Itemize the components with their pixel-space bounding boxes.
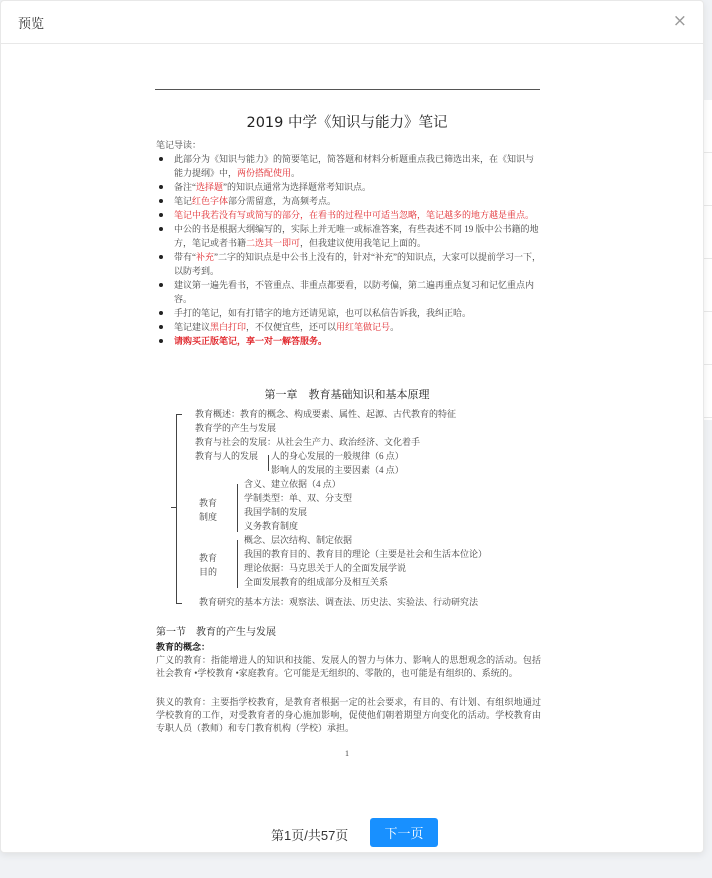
outline-item: 教育与人的发展 [195, 451, 259, 461]
outline-item: 教育与社会的发展：从社会生产力、政治经济、文化着手 [195, 437, 421, 447]
outline-subitem: 我国的教育目的、教育目的理论（主要是社会和生活本位论） [244, 549, 488, 559]
bullet-text: 笔记 [174, 196, 193, 206]
bullet-text: 红色字体 [192, 196, 229, 206]
bullet-text: 。 [390, 322, 400, 332]
section-title: 第一节 教育的产生与发展 [156, 627, 276, 638]
outline-subitem: 理论依据：马克思关于人的全面发展学说 [244, 563, 407, 573]
guide-bullet [156, 250, 541, 278]
outline-subitem: 人的身心发展的一般规律（6 点） [271, 451, 404, 461]
outline-subitem: 学制类型：单、双、分支型 [244, 493, 353, 503]
next-page-button[interactable]: 下一页 [370, 818, 438, 847]
outline-bracket-tip [171, 507, 176, 508]
bullet-text: 笔记中我若没有写或简写的部分，在看书的过程中可适当忽略，笔记越多的地方越是重点。 [174, 210, 535, 220]
bullet-text: ，不仅便宜些，还可以 [246, 322, 337, 332]
modal-title: 预览 [18, 16, 45, 31]
system-bracket [237, 484, 238, 532]
guide-bullet [156, 208, 541, 222]
guide-bullet [156, 320, 541, 334]
close-icon[interactable]: × [672, 11, 687, 31]
chapter-outline-tree [151, 407, 543, 617]
bullet-text: 手打的笔记，如有打错字的地方还请见谅，也可以私信告诉我，我纠正哈。 [174, 308, 472, 318]
guide-bullet [156, 278, 541, 306]
outline-item: 教育研究的基本方法：观察法、调查法、历史法、实验法、行动研究法 [199, 597, 479, 607]
guide-bullet [156, 306, 541, 320]
pagination-bar [1, 818, 703, 848]
bullet-text: 此部分为《知识与能力》的简要笔记，简答题和材料分析题重点我已筛选出来，在《知识与能力提纲》中， [174, 154, 535, 178]
bullet-text: 二选其一即可 [246, 238, 301, 248]
concept-label: 教育的概念： [156, 642, 211, 652]
bullet-text: ”二字的知识点是中公书上没有的，针对“补充”的知识点，大家可以提前学习一下，以防考到。 [174, 252, 542, 276]
bullet-text: 。 [291, 168, 301, 178]
page-number: 1 [345, 749, 349, 758]
guide-bullet [156, 222, 541, 250]
outline-item: 教育学的产生与发展 [195, 423, 277, 433]
outline-subitem: 义务教育制度 [244, 521, 299, 531]
system-label: 制度 [199, 512, 218, 522]
bullet-text: 部分需留意，为高频考点。 [228, 196, 337, 206]
outline-subitem: 概念、层次结构、制定依据 [244, 535, 353, 545]
human-bracket [268, 455, 269, 471]
bullet-text: 建议第一遍先看书，不管重点、非重点都要看，以防考偏，第二遍再重点复习和记忆重点内容。 [174, 280, 535, 304]
bullet-text: ”的知识点通常为选择题常考知识点。 [223, 182, 372, 192]
outline-subitem: 影响人的发展的主要因素（4 点） [271, 465, 404, 475]
document-title: 2019 中学《知识与能力》笔记 [246, 115, 448, 131]
outline-subitem: 含义、建立依据（4 点） [244, 479, 341, 489]
chapter-title: 第一章 教育基础知识和基本原理 [264, 388, 430, 401]
paragraph-broad: 广义的教育：指能增进人的知识和技能、发展人的智力与体力、影响人的思想观念的活动。包括社会教育 •学校教育 •家庭教育。它可能是无组织的、零散的，也可能是有组织的、系统的。 [156, 655, 541, 678]
guide-bullet [156, 194, 541, 208]
header-rule [155, 89, 540, 90]
guide-label: 笔记导读： [156, 140, 202, 150]
system-label: 教育 [199, 498, 218, 508]
bullet-text: 补充 [196, 252, 215, 262]
outline-subitem: 全面发展教育的组成部分及相互关系 [244, 577, 389, 587]
bullet-text: 笔记建议 [174, 322, 211, 332]
paragraph-narrow: 狭义的教育：主要指学校教育，是教育者根据一定的社会要求，有目的、有计划、有组织地通过学校教育的工作，对受教育者的身心施加影响，促使他们朝着期望方向变化的活动。学校教育由专职人员（教师）和专门教育机构（学校）承担。 [156, 697, 541, 733]
outline-item: 教育概述：教育的概念、构成要素、属性、起源、古代教育的特征 [195, 409, 457, 419]
aim-label: 教育 [199, 553, 218, 563]
guide-bullets [156, 152, 541, 348]
aim-bracket [237, 540, 238, 588]
outline-bracket-top [176, 414, 182, 415]
outline-subitem: 我国学制的发展 [244, 507, 308, 517]
bullet-text: 选择题 [196, 182, 224, 192]
bullet-text: 备注“ [174, 182, 196, 192]
guide-bullet [156, 180, 541, 194]
bullet-text: 黑白打印 [210, 322, 247, 332]
aim-label: 目的 [199, 567, 218, 577]
outline-bracket-bottom [176, 603, 182, 604]
outline-bracket [176, 414, 177, 603]
guide-bullet [156, 152, 541, 180]
page-info: 第1页/共57页 [271, 828, 349, 843]
bullet-text: 带有“ [174, 252, 196, 262]
guide-bullet [156, 334, 541, 348]
bullet-text: ，但我建议使用我笔记上面的。 [300, 238, 427, 248]
guide-section [156, 138, 541, 348]
bullet-text: 两份搭配使用 [237, 168, 292, 178]
bullet-text: 用红笔做记号 [336, 322, 391, 332]
bullet-text: 请购买正版笔记，享一对一解答服务。 [174, 336, 328, 346]
modal-header [1, 1, 703, 44]
bullet-text: 中公的书是根据大纲编写的，实际上并无唯一或标准答案，有些表述不同 19 版中公书籍的地方，笔记或者书籍 [174, 224, 539, 248]
